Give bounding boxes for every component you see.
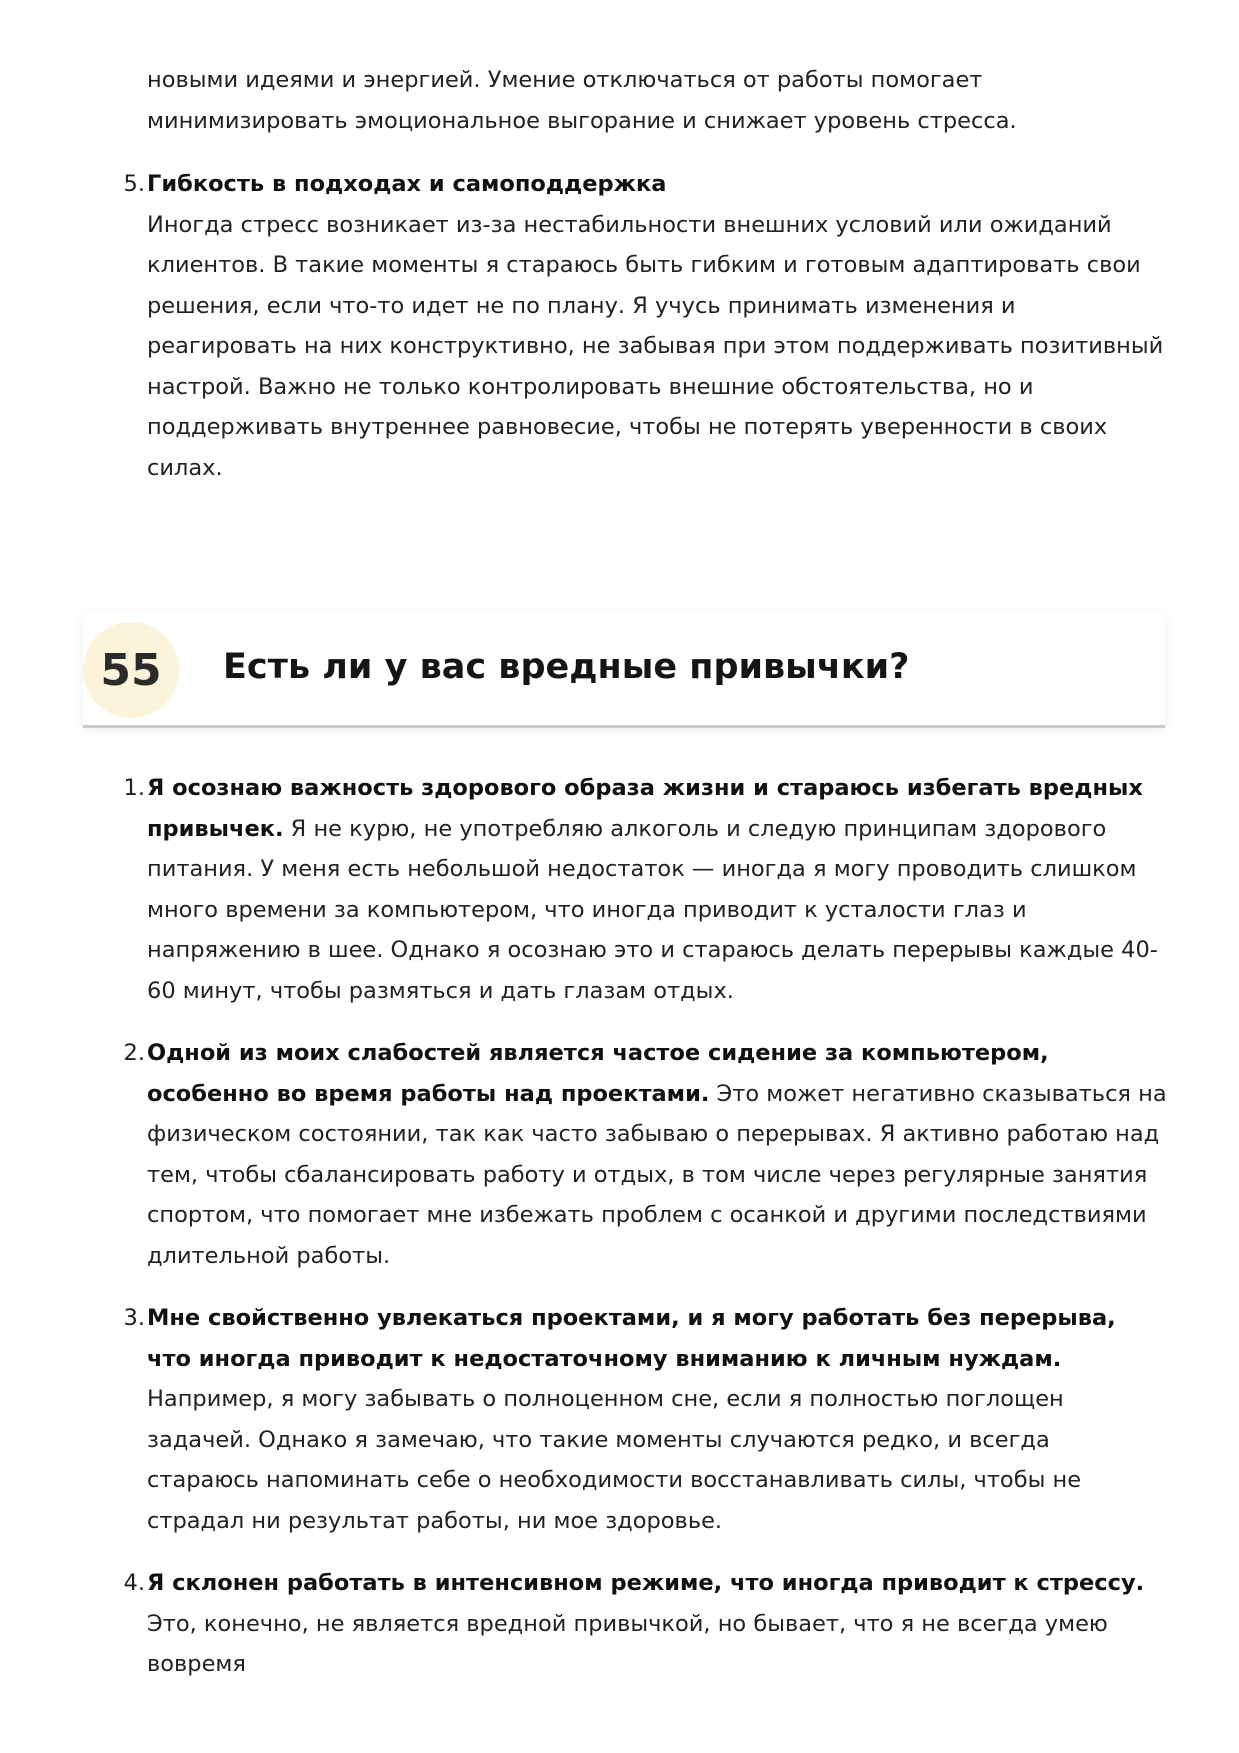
list-item-text: Я не курю, не употребляю алкоголь и следую принципам здорового питания. У меня есть небольшой недостаток — иногда я могу проводить слишком много времени за компьютером, что иногда приводит к усталости глаз и напряжению в шее. Однако я осознаю это и стараюсь делать перерывы каждые 40-60 минут, чтобы размяться и дать глазам отдых. (147, 815, 1158, 1004)
section-header (83, 612, 1165, 728)
list-item-text: Это, конечно, не является вредной привычкой, но бывает, что я не всегда умею вовремя (147, 1610, 1108, 1677)
list-item-number: 3. (123, 1305, 145, 1331)
list-item-bold-lead: Одной из моих слабостей является частое сидение за компьютером, особенно во время работы над проектами. (147, 1040, 1049, 1107)
list-item (123, 1033, 1167, 1276)
list-item-text: Это может негативно сказываться на физическом состоянии, так как часто забываю о перерывах. Я активно работаю над тем, чтобы сбалансировать работу и отдых, в том числе через регулярные занятия спортом, что помогает мне избежать проблем с осанкой и другими последствиями длительной работы. (147, 1080, 1167, 1269)
list-item-bold-lead: Мне свойственно увлекаться проектами, и я могу работать без перерыва, что иногда приводит к недостаточному вниманию к личным нуждам. (147, 1305, 1116, 1372)
question-number-badge: 55 (83, 622, 179, 718)
list-item-bold-lead: Я склонен работать в интенсивном режиме, что иногда приводит к стрессу. (147, 1570, 1145, 1596)
list-item (123, 1298, 1167, 1541)
list-item (123, 768, 1167, 1011)
continuation-paragraph: новыми идеями и энергией. Умение отключаться от работы помогает минимизировать эмоциональное выгорание и снижает уровень стресса. (147, 67, 1017, 134)
list-item (123, 1563, 1167, 1685)
list-item-text: Например, я могу забывать о полноценном сне, если я полностью поглощен задачей. Однако я замечаю, что такие моменты случаются редко, и всегда стараюсь напоминать себе о необходимости восстанавливать силы, чтобы не страдал ни результат работы, ни мое здоровье. (147, 1386, 1082, 1534)
list-item-bold-lead: Я осознаю важность здорового образа жизни и стараюсь избегать вредных привычек. (147, 775, 1143, 842)
list-item-number: 4. (123, 1570, 145, 1596)
list-item-number: 2. (123, 1040, 145, 1066)
list-item-number: 1. (123, 775, 145, 801)
section-title: Есть ли у вас вредные привычки? (223, 647, 910, 687)
list-item-number: 5. (123, 171, 145, 197)
list-item-text: Иногда стресс возникает из-за нестабильности внешних условий или ожиданий клиентов. В такие моменты я стараюсь быть гибким и готовым адаптировать свои решения, если что-то идет не по плану. Я учусь принимать изменения и реагировать на них конструктивно, не забывая при этом поддерживать позитивный настрой. Важно не только контролировать внешние обстоятельства, но и поддерживать внутреннее равновесие, чтобы не потерять уверенности в своих силах. (147, 211, 1164, 481)
list-item-title: Гибкость в подходах и самоподдержка (147, 171, 667, 197)
list-item (123, 164, 1167, 488)
